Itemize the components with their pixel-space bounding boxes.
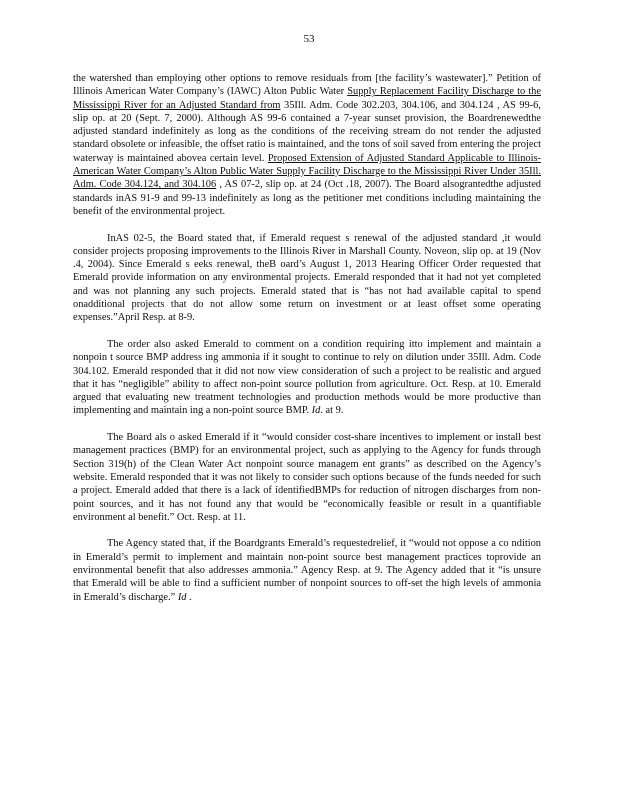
- paragraph-3: [73, 338, 541, 418]
- case-citation-underlined: Proposed Extension of Adjusted Standard Applicable to Illinois-American Water Company’s Alton Public Water Supply Facility Discharge to the Mississippi River Under 35Ill. Adm. Code 304.124, and 304.106: [73, 152, 542, 191]
- page-number: 53: [303, 33, 315, 45]
- paragraph-5: [73, 537, 541, 603]
- text-segment: the watershed than employing other options to remove residuals from [the facility’s wastewater].” Petition of Illinois American Water Company’s (IAWC) Alton Public Water: [73, 73, 541, 98]
- text-segment: . at 9.: [320, 405, 344, 417]
- text-segment: The order also asked Emerald to comment on a condition requiring itto implement and maintain a nonpoin t source BMP address ing ammonia if it sought to continue to rely on dilution under 35Ill. Adm. Code 304.102. Emerald responded that it did not now view consideration of such a project to be realistic and argued that it has “negligible” ability to affect non-point source pollution from agriculture. Oct. Resp. at 10. Emerald argued that evaluating new treatment technologies and production methods would be more productive than implementing and maintain ing a non-point source BMP.: [73, 338, 541, 417]
- text-segment: .: [186, 591, 192, 603]
- id-citation: Id: [311, 405, 321, 417]
- id-citation: Id: [177, 591, 187, 603]
- body-text: [73, 72, 541, 617]
- text-segment: InAS 02-5, the Board stated that, if Emerald request s renewal of the adjusted standard ,it would consider projects proposing improvements to the Illinois River in Marshall County. Noveon, slip op. at 19 (Nov .4, 2004). Since Emerald s eeks renewal, theB oard’s August 1, 2013 Hearing Officer Order requested that Emerald provide information on any environmental projects. Emerald responded that it had not yet completed and was not planning any such projects. Emerald stated that is “has not had available capital to spend onadditional projects that do not allow some return on investment or at least offset some operating expenses.”April Resp. at 8-9.: [73, 232, 541, 324]
- paragraph-4: [73, 431, 541, 524]
- text-segment: 35Ill. Adm. Code 302.203, 304.106, and 304.124 , AS 99-6, slip op. at 20 (Sept. 7, 2000). Although AS 99-6 contained a 7-year sunset provision, the Boardrenewedthe adjusted standard indefinitely as long as the conditions of the receiving stream do not render the adjusted standard obsolete or infeasible, the offset ratio is maintained, and the tons of soil saved from entering the project waterway is maintained abovea certain level.: [73, 99, 541, 164]
- text-segment: , AS 07-2, slip op. at 24 (Oct .18, 2007). The Board alsograntedthe adjusted standards inAS 91-9 and 99-13 indefinitely as long as the petitioner met conditions including maintaining the benefit of the environmental project.: [73, 179, 541, 217]
- text-segment: The Board als o asked Emerald if it “would consider cost-share incentives to implement or install best management practices (BMP) for an environmental project, such as applying to the Agency for funds through Section 319(h) of the Clean Water Act nonpoint source managem ent grants” as described on the Agency’s website. Emerald responded that it was not likely to consider such options because of the funds needed for such a project. Emerald added that there is a lack of identifiedBMPs for reduction of nitrogen discharges from non-point sources, and it has not found any that would be “economically feasible or result in a quantifiable environment al benefit.” Oct. Resp. at 11.: [73, 432, 541, 523]
- case-citation-underlined: Supply Replacement Facility Discharge to the Mississippi River for an Adjusted Standard from: [73, 86, 541, 111]
- paragraph-1: [73, 72, 541, 218]
- text-segment: The Agency stated that, if the Boardgrants Emerald’s requestedrelief, it “would not oppose a co ndition in Emerald’s permit to implement and maintain non-point source best management practices toprovide an environmental benefit that also addresses ammonia.” Agency Resp. at 9. The Agency added that it “is unsure that Emerald will be able to find a sufficient number of nonpoint sources to off-set the high levels of ammonia in Emerald’s discharge.”: [73, 538, 541, 603]
- paragraph-2: [73, 232, 541, 325]
